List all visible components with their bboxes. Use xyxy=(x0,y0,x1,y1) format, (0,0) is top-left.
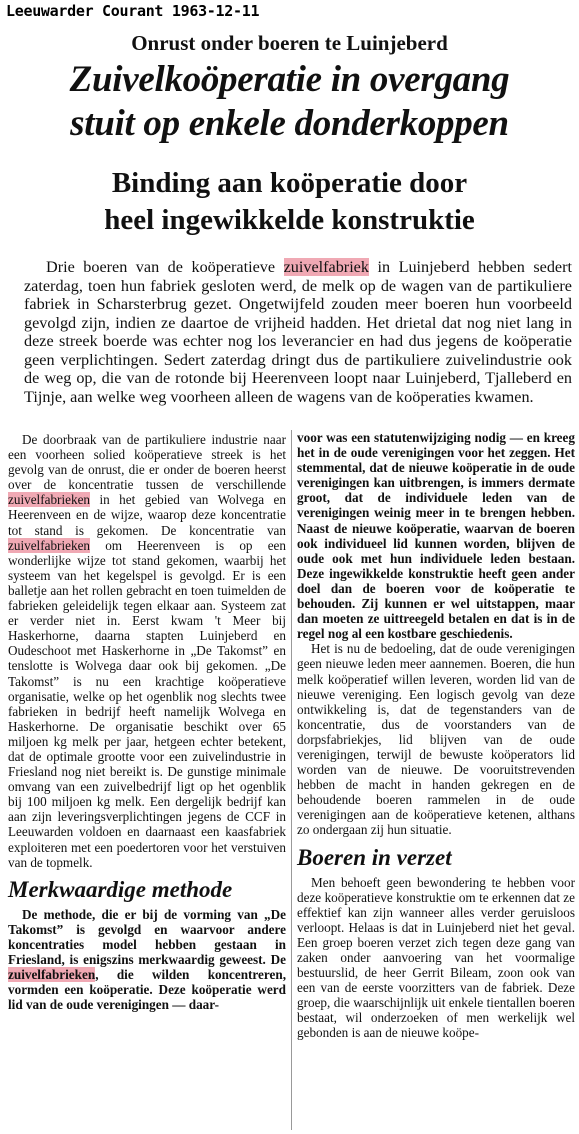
body-paragraph: Het is nu de bedoeling, dat de oude verenigingen geen nieuwe leden meer aannemen. Boeren, die hun melk koöperatief willen leveren, worden lid van de nieuwe vereniging. Een logisch gevolg van deze ontwikkeling is, dat de tegenstanders van de koncentratie, dus de voorstanders van de dorpsfabriekjes, lid blijven van de oude verenigingen, terwijl de bewuste koöperators lid worden van de nieuwe. De vooruitstrevenden hebben de macht in handen gekregen en de behoudende boeren rammelen in de oude verenigingen aan de koöperatieve ketenen, althans zo ondergaan zij hun situatie. xyxy=(297,641,575,838)
section-heading: Boeren in verzet xyxy=(297,844,452,870)
body-text: in het gebied van Wolvega en Heerenveen en de wijze, waarop deze koncentratie tot stand is gekomen. De koncentratie van xyxy=(8,492,286,538)
body-paragraph: Men behoeft geen bewondering te hebben voor deze koöperatieve konstruktie om te erkennen dat ze effektief kan zijn wanneer alles verder geruisloos verloopt. Helaas is dat in Luinjeberd niet het geval. Een groep boeren verzet zich tegen deze gang van zaken onder aanvoering van het voormalige bestuurslid, de heer Gerrit Bileam, zoon ook van een van de eerste voorzitters van de fabriek. Deze groep, die waarschijnlijk uit enkele tientallen boeren bestaat, wil onderzoeken of men werkelijk wel gebonden is aan de nieuwe koöpe- xyxy=(297,874,575,1041)
right-column xyxy=(297,430,575,1041)
column-divider xyxy=(291,430,292,1130)
body-paragraph xyxy=(8,432,286,870)
headline-line: stuit op enkele donderkoppen xyxy=(70,103,509,144)
highlighted-term: zuivelfabrieken xyxy=(8,537,91,553)
body-text: De methode, die er bij de vorming van „De Takomst” is gevolgd en waarvoor andere koncentraties model hebben gestaan in Friesland, is enigszins merkwaardig geweest. De xyxy=(8,906,286,967)
kicker-headline: Onrust onder boeren te Luinjeberd xyxy=(131,31,448,55)
source-caption: Leeuwarder Courant 1963-12-11 xyxy=(6,2,260,20)
highlighted-term: zuivelfabrieken xyxy=(8,967,96,983)
lead-paragraph xyxy=(24,258,572,406)
subhead-line: heel ingewikkelde konstruktie xyxy=(104,204,475,236)
lead-text: in Luinjeberd hebben sedert zaterdag, toen hun fabriek gesloten werd, de melk op de wagen van de partikuliere fabriek in Scharsterbrug gezet. Ongetwijfeld zouden meer boeren hun voorbeeld gevolgd zijn, indien ze daartoe de vrijheid hadden. Het drietal dat nog niet lang in deze streek boerde was echter nog los leverancier en had dus jegens de koöperatie geen verplichtingen. Sedert zaterdag dringt dus de partikuliere zuivelindustrie ook de weg op, die van de rotonde bij Heerenveen loopt naar Luinjeberd, Tjalleberd en Tijnje, aan welke weg voorheen alleen de wagens van de koöperaties kwamen. xyxy=(24,258,572,406)
main-headline xyxy=(0,58,579,146)
section-heading: Merkwaardige methode xyxy=(8,876,233,902)
left-column xyxy=(8,432,286,1012)
highlighted-term: zuivelfabrieken xyxy=(8,492,91,508)
subhead-line: Binding aan koöperatie door xyxy=(111,167,468,199)
body-text: , die wilden koncentreren, vormden een koöperatie. Deze koöperatie werd lid van de oude verenigingen — daar- xyxy=(8,967,286,1013)
body-text: De doorbraak van de partikuliere industrie naar een voorheen solied koöperatieve streek is het gevolg van de onrust, die er onder de boeren heerst over de koncentratie tussen de verschillende xyxy=(8,432,286,493)
body-text: om Heerenveen is op een wonderlijke wijze tot stand gekomen, waarbij het systeem van het kegelspel is gevolgd. Er is een balletje aan het rollen gebracht en toen tuimelden de fabrieken geleidelijk tegen elkaar aan. Systeem zat er verder niet in. Eerst kwam 't Meer bij Haskerhorne, daarna stapten Luinjeberd en Oudeschoot met Haskerhorne in „De Takomst” en tenslotte is Wolvega daar ook bij gekomen. „De Takomst” is nu een krachtige koöperatieve organisatie, welke op het ogenblik nog slechts twee fabrieken in bedrijf heeft namelijk Wolvega en Haskerhorne. De organisatie beschikt over 65 miljoen kg melk per jaar, hetgeen echter betekent, dat de optimale grootte voor een zuivelindustrie in Friesland nog niet bereikt is. De gunstige minimale omvang van een zuivelbedrijf ligt op het ogenblik bij 100 miljoen kg melk. Een dergelijk bedrijf kan aan zijn leveringsverplichtingen jegens de CCF in Leeuwarden voldoen en daarnaast een kaasfabriek exploiteren met een poedertoren voor het verstuiven van de topmelk. xyxy=(8,537,286,870)
headline-line: Zuivelkoöperatie in overgang xyxy=(69,59,510,100)
body-paragraph xyxy=(8,907,286,1013)
subheadline xyxy=(0,165,579,239)
body-paragraph: voor was een statutenwijziging nodig — en kreeg het in de oude verenigingen voor het zeggen. Het stemmental, dat de nieuwe koöperatie in de oude verenigingen kan uitbrengen, is immers dermate groot, dat de individuele leden van de verenigingen weinig meer in te brengen hebben. Naast de nieuwe koöperatie, waarvan de boeren ook individueel lid kunnen worden, blijven de oude ook met hun individuele leden bestaan. Deze ingewikkelde konstruktie heeft geen ander doel dan de boeren voor de koöperatie te behouden. Zij kunnen er wel uitstappen, maar dan moeten ze uittreegeld betalen en dat is in de regel nog al een kostbare geschiedenis. xyxy=(297,430,575,642)
lead-text: Drie boeren van de koöperatieve xyxy=(46,258,284,276)
highlighted-term: zuivelfabriek xyxy=(283,258,369,276)
